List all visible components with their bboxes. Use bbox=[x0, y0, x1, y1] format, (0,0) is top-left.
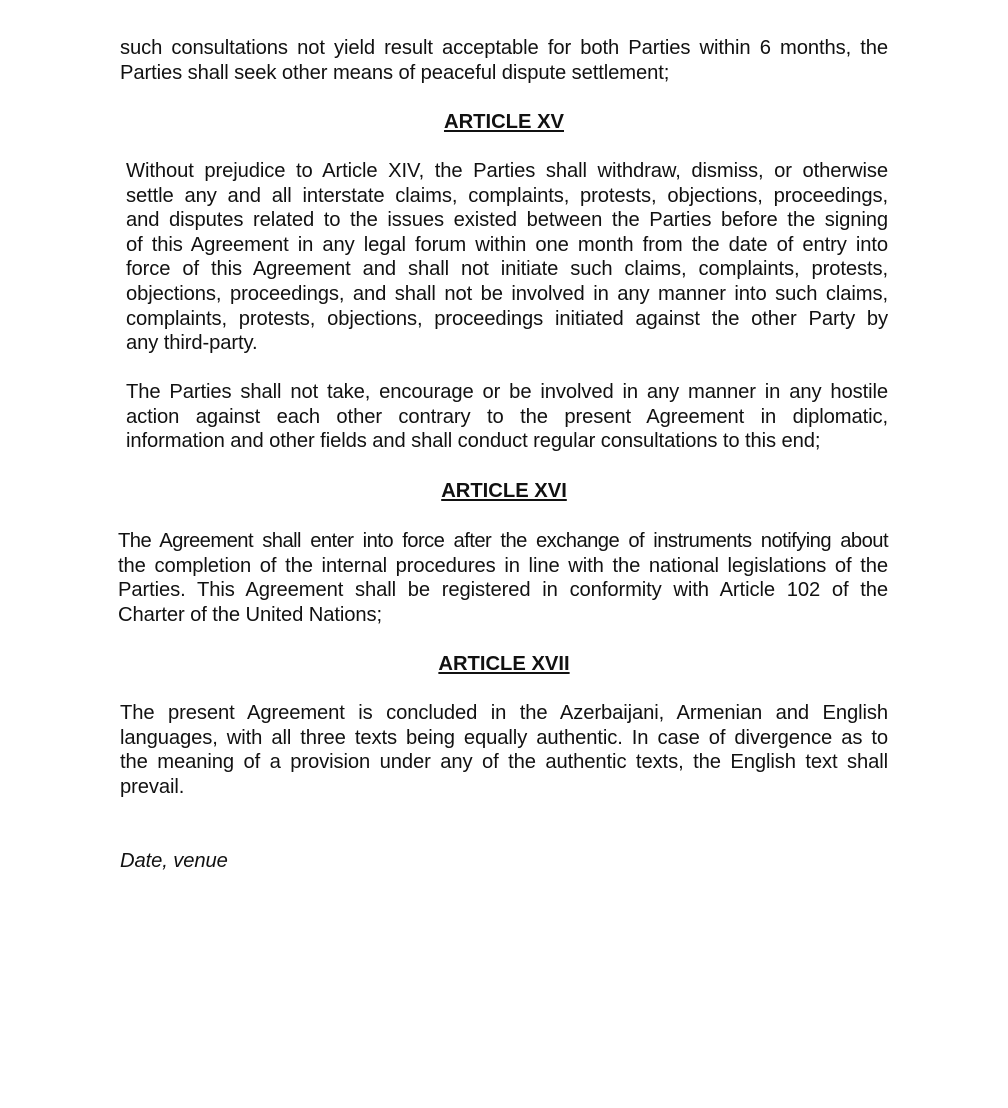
article-heading-text: ARTICLE XV bbox=[443, 111, 564, 133]
article-xvi-paragraph-1 bbox=[118, 529, 888, 627]
text-line: the meaning of a provision under any of the authentic texts, the English text shall bbox=[120, 751, 888, 774]
text-line: The Agreement shall enter into force after the exchange of instruments notifying about bbox=[118, 530, 888, 552]
article-xv-heading bbox=[0, 110, 1008, 134]
text-line: force of this Agreement and shall not initiate such claims, complaints, protests, bbox=[126, 258, 888, 281]
text-line: Parties. This Agreement shall be registered in conformity with Article 102 of the bbox=[118, 579, 888, 602]
text-line: complaints, protests, objections, proceedings initiated against the other Party by bbox=[126, 307, 888, 330]
text-line: of this Agreement in any legal forum within one month from the date of entry into bbox=[126, 233, 888, 256]
article-xv-paragraph-1 bbox=[126, 159, 888, 356]
article-xvii-paragraph-1 bbox=[120, 701, 888, 799]
text-line: action against each other contrary to the present Agreement in diplomatic, bbox=[126, 405, 888, 428]
text-line: The present Agreement is concluded in the Azerbaijani, Armenian and English bbox=[120, 702, 888, 724]
date-venue-text: Date, venue bbox=[120, 850, 228, 872]
text-line: the completion of the internal procedures in line with the national legislations of the bbox=[118, 554, 888, 577]
text-line: Charter of the United Nations; bbox=[118, 603, 383, 626]
text-line: such consultations not yield result acceptable for both Parties within 6 months, the bbox=[120, 37, 888, 59]
text-line: and disputes related to the issues existed between the Parties before the signing bbox=[126, 209, 888, 232]
text-line: any third-party. bbox=[126, 332, 258, 355]
text-line: prevail. bbox=[120, 775, 185, 798]
article-heading-text: ARTICLE XVI bbox=[441, 480, 567, 502]
text-line: Without prejudice to Article XIV, the Parties shall withdraw, dismiss, or otherwise bbox=[126, 160, 888, 182]
text-line: The Parties shall not take, encourage or be involved in any manner in any hostile bbox=[126, 381, 888, 403]
date-venue bbox=[120, 849, 520, 874]
text-line: objections, proceedings, and shall not be involved in any manner into such claims, bbox=[126, 282, 888, 305]
article-xvii-heading bbox=[0, 652, 1008, 676]
article-xv-paragraph-2 bbox=[126, 380, 888, 454]
article-heading-text: ARTICLE XVII bbox=[438, 653, 570, 675]
text-line: Parties shall seek other means of peaceful dispute settlement; bbox=[120, 61, 670, 84]
text-line: languages, with all three texts being equally authentic. In case of divergence as to bbox=[120, 726, 888, 749]
text-line: information and other fields and shall conduct regular consultations to this end; bbox=[126, 430, 821, 453]
text-line: settle any and all interstate claims, complaints, protests, objections, proceedings, bbox=[126, 184, 888, 207]
intro-paragraph bbox=[120, 36, 888, 85]
article-xvi-heading bbox=[0, 479, 1008, 503]
